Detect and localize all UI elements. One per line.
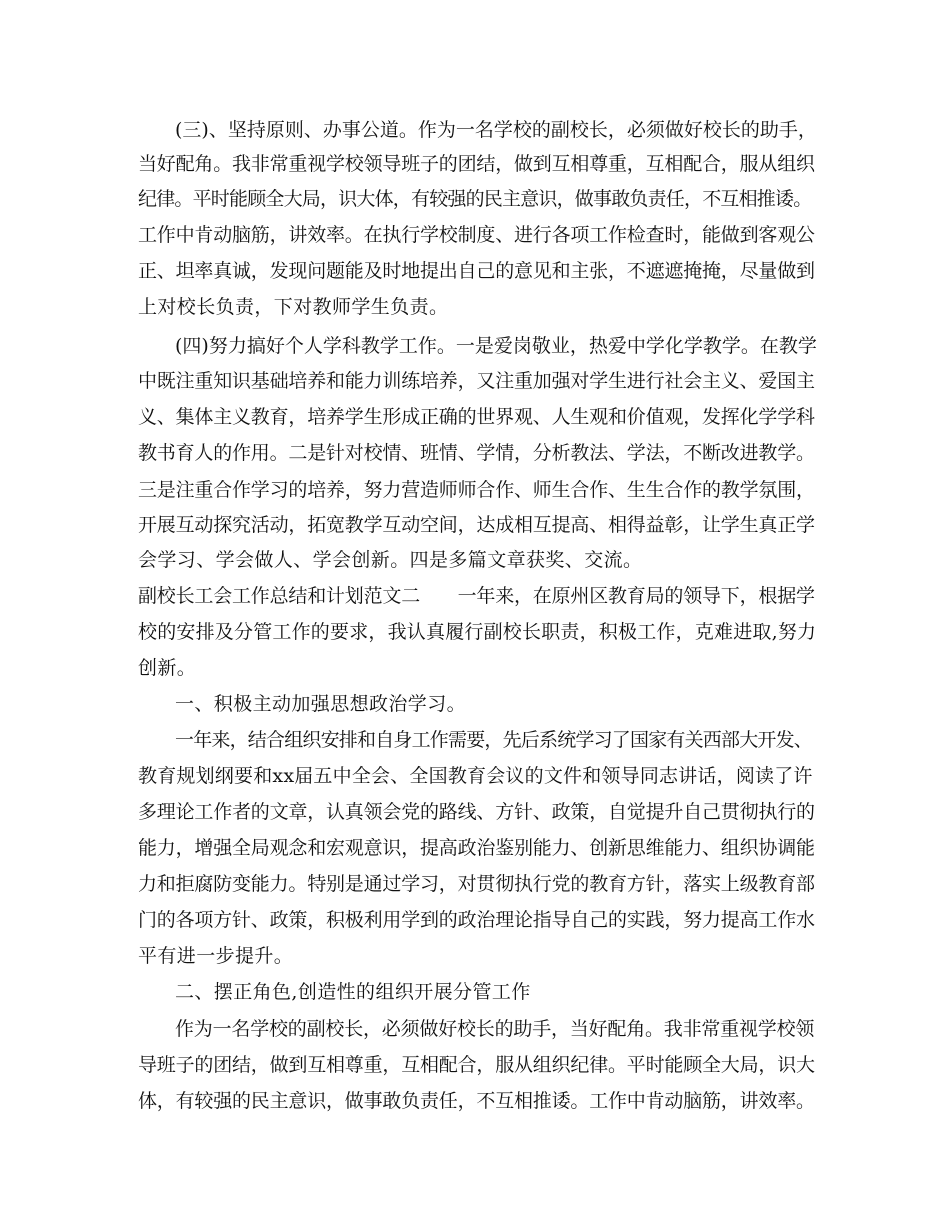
- text-line: 教书育人的作用。二是针对校情、班情、学情，分析教法、学法，不断改进教学。: [138, 442, 815, 464]
- text-line: 开展互动探究活动，拓宽教学互动空间，达成相互提高、相得益彰，让学生真正学: [138, 514, 815, 536]
- text-line: 中既注重知识基础培养和能力训练培养，又注重加强对学生进行社会主义、爱国主: [138, 370, 815, 392]
- text-line: 上对校长负责，下对教师学生负责。: [138, 296, 449, 318]
- text-line: 多理论工作者的文章，认真领会党的路线、方针、政策，自觉提升自己贯彻执行的: [138, 801, 815, 823]
- text-line: 平有进一步提升。: [138, 945, 294, 967]
- text-line: 工作中肯动脑筋，讲效率。在执行学校制度、进行各项工作检查时，能做到客观公: [138, 224, 815, 246]
- text-line: 副校长工会工作总结和计划范文二 一年来，在原州区教育局的领导下，根据学: [138, 585, 815, 607]
- section-heading: 二、摆正角色,创造性的组织开展分管工作: [175, 981, 531, 1003]
- text-line: 作为一名学校的副校长，必须做好校长的助手，当好配角。我非常重视学校领: [175, 1018, 815, 1040]
- text-line: (三)、坚持原则、办事公道。作为一名学校的副校长，必须做好校长的助手，: [175, 119, 817, 141]
- text-line: 会学习、学会做人、学会创新。四是多篇文章获奖、交流。: [138, 549, 643, 571]
- section-heading: 一、积极主动加强思想政治学习。: [175, 693, 467, 715]
- text-line: 校的安排及分管工作的要求，我认真履行副校长职责，积极工作，克难进取,努力: [138, 621, 817, 643]
- text-line: 一年来，结合组织安排和自身工作需要，先后系统学习了国家有关西部大开发、: [175, 729, 813, 751]
- text-line: 门的各项方针、政策，积极利用学到的政治理论指导自己的实践，努力提高工作水: [138, 909, 815, 931]
- text-line: 纪律。平时能顾全大局，识大体，有较强的民主意识，做事敢负责任，不互相推诿。: [138, 188, 812, 210]
- text-line: 体，有较强的民主意识，做事敢负责任，不互相推诿。工作中肯动脑筋，讲效率。: [138, 1090, 815, 1112]
- text-line: 教育规划纲要和xx届五中全会、全国教育会议的文件和领导同志讲话，阅读了许: [138, 765, 813, 787]
- text-line: 创新。: [138, 657, 197, 679]
- text-line: 能力，增强全局观念和宏观意识，提高政治鉴别能力、创新思维能力、组织协调能: [138, 837, 815, 859]
- text-line: 导班子的团结，做到互相尊重，互相配合，服从组织纪律。平时能顾全大局，识大: [138, 1054, 815, 1076]
- text-line: (四)努力搞好个人学科教学工作。一是爱岗敬业，热爱中学化学教学。在教学: [175, 335, 817, 357]
- text-line: 义、集体主义教育，培养学生形成正确的世界观、人生观和价值观，发挥化学学科: [138, 406, 815, 428]
- text-line: 三是注重合作学习的培养，努力营造师师合作、师生合作、生生合作的教学氛围，: [138, 479, 815, 501]
- text-line: 力和拒腐防变能力。特别是通过学习，对贯彻执行党的教育方针，落实上级教育部: [138, 873, 815, 895]
- text-line: 当好配角。我非常重视学校领导班子的团结，做到互相尊重，互相配合，服从组织: [138, 153, 815, 175]
- text-line: 正、坦率真诚，发现问题能及时地提出自己的意见和主张，不遮遮掩掩，尽量做到: [138, 260, 815, 282]
